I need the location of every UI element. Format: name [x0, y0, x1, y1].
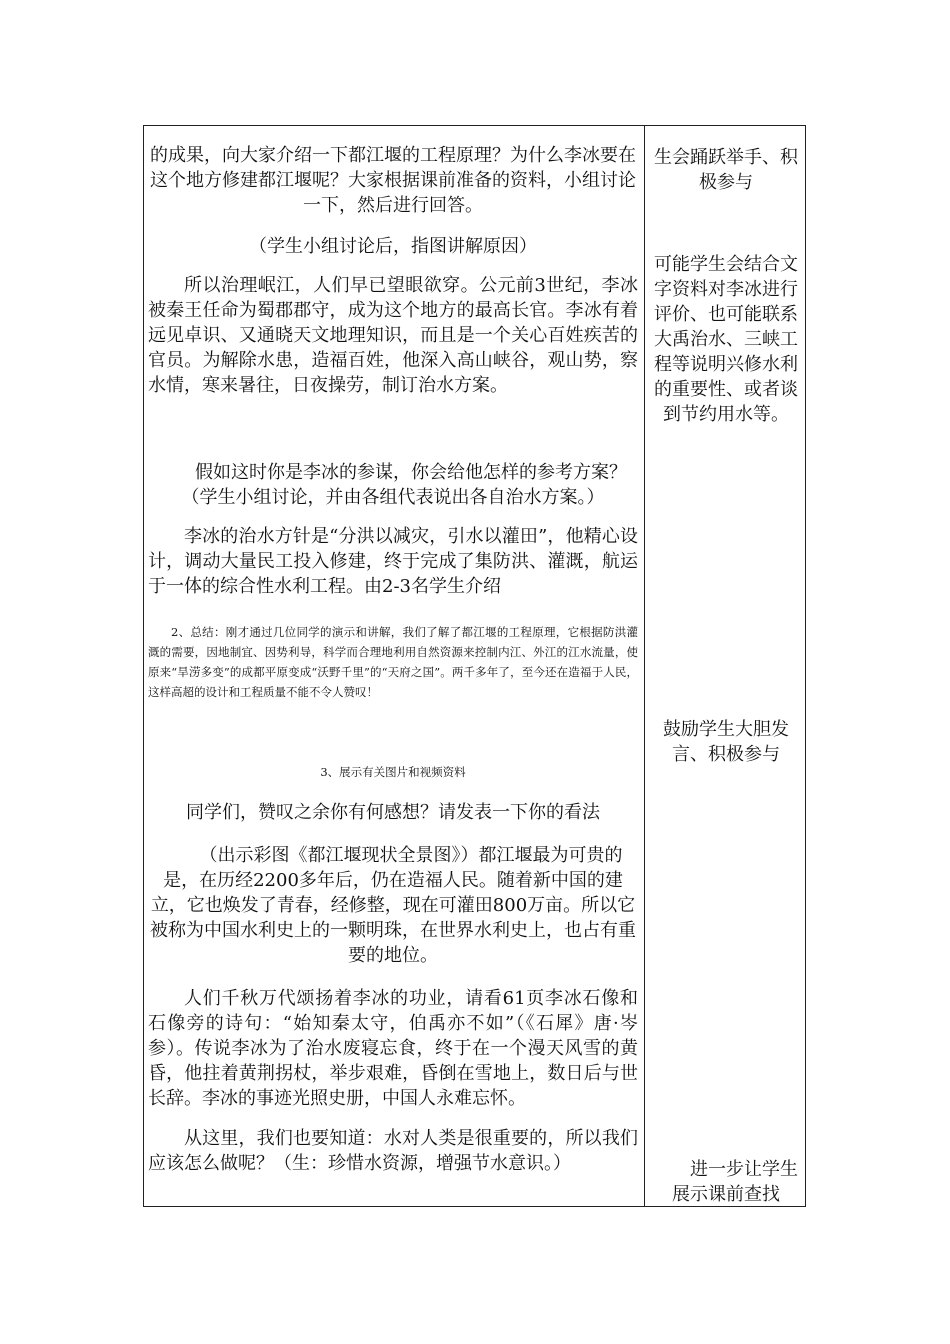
note-participation: 生会踊跃举手、积极参与	[654, 147, 798, 193]
note-further-display: 进一步让学生展示课前查找	[672, 1159, 798, 1205]
column-divider	[644, 125, 645, 1207]
paragraph-advisor-question: 假如这时你是李冰的参谋，你会给他怎样的参考方案？（学生小组讨论，并由各组代表说出各自治水方案。）	[181, 462, 627, 508]
paragraph-li-bing-legacy: 人们千秋万代颂扬着李冰的功业，请看61页李冰石像和石像旁的诗句：“始知秦太守，伯禹亦不如”（《石犀》唐·岑参）。传说李冰为了治水废寝忘食，终于在一个漫天风雪的黄昏，他拄着黄荆拐杖，举步艰难，昏倒在雪地上，数日后与世长辞。李冰的事迹光照史册，中国人永难忘怀。	[148, 988, 638, 1109]
paragraph-summary: 2、总结：刚才通过几位同学的演示和讲解，我们了解了都江堰的工程原理，它根据防洪灌溉的需要，因地制宜、因势利导，科学而合理地利用自然资源来控制内江、外江的江水流量，使原来“旱涝多变”的成都平原变成“沃野千里”的“天府之国”。两千多年了，至今还在造福于人民，这样高超的设计和工程质量不能不令人赞叹！	[148, 625, 638, 699]
paragraph-flood-policy: 李冰的治水方针是“分洪以减灾，引水以灌田”，他精心设计，调动大量民工投入修建，终于完成了集防洪、灌溉，航运于一体的综合性水利工程。由2-3名学生介绍	[148, 526, 638, 597]
paragraph-water-conservation: 从这里，我们也要知道：水对人类是很重要的，所以我们应该怎么做呢？（生：珍惜水资源，增强节水意识。）	[148, 1128, 638, 1174]
paragraph-thoughts-prompt: 同学们，赞叹之余你有何感想？请发表一下你的看法	[186, 802, 600, 823]
note-encourage: 鼓励学生大胆发言、积极参与	[663, 719, 789, 765]
paragraph-li-bing-background: 所以治理岷江，人们早已望眼欲穿。公元前3世纪，李冰被秦王任命为蜀郡郡守，成为这个地方的最高长官。李冰有着远见卓识、又通晓天文地理知识，而且是一个关心百姓疾苦的官员。为解除水患，造福百姓，他深入高山峡谷，观山势，察水情，寒来暑往，日夜操劳，制订治水方案。	[148, 275, 638, 396]
paragraph-dujiangyan-today: （出示彩图《都江堰现状全景图》）都江堰最为可贵的是，在历经2200多年后，仍在造福人民。随着新中国的建立，它也焕发了青春，经修整，现在可灌田800万亩。所以它被称为中国水利史上的一颗明珠，在世界水利史上，也占有重要的地位。	[150, 845, 636, 966]
note-possible-responses: 可能学生会结合文字资料对李冰进行评价、也可能联系大禹治水、三峡工程等说明兴修水利的重要性、或者谈到节约用水等。	[654, 254, 798, 425]
paragraph-intro: 的成果，向大家介绍一下都江堰的工程原理？为什么李冰要在这个地方修建都江堰呢？大家根据课前准备的资料，小组讨论一下，然后进行回答。	[150, 145, 636, 216]
paragraph-show-media: 3、展示有关图片和视频资料	[320, 765, 466, 779]
paragraph-discussion-note: （学生小组讨论后，指图讲解原因）	[249, 236, 537, 257]
